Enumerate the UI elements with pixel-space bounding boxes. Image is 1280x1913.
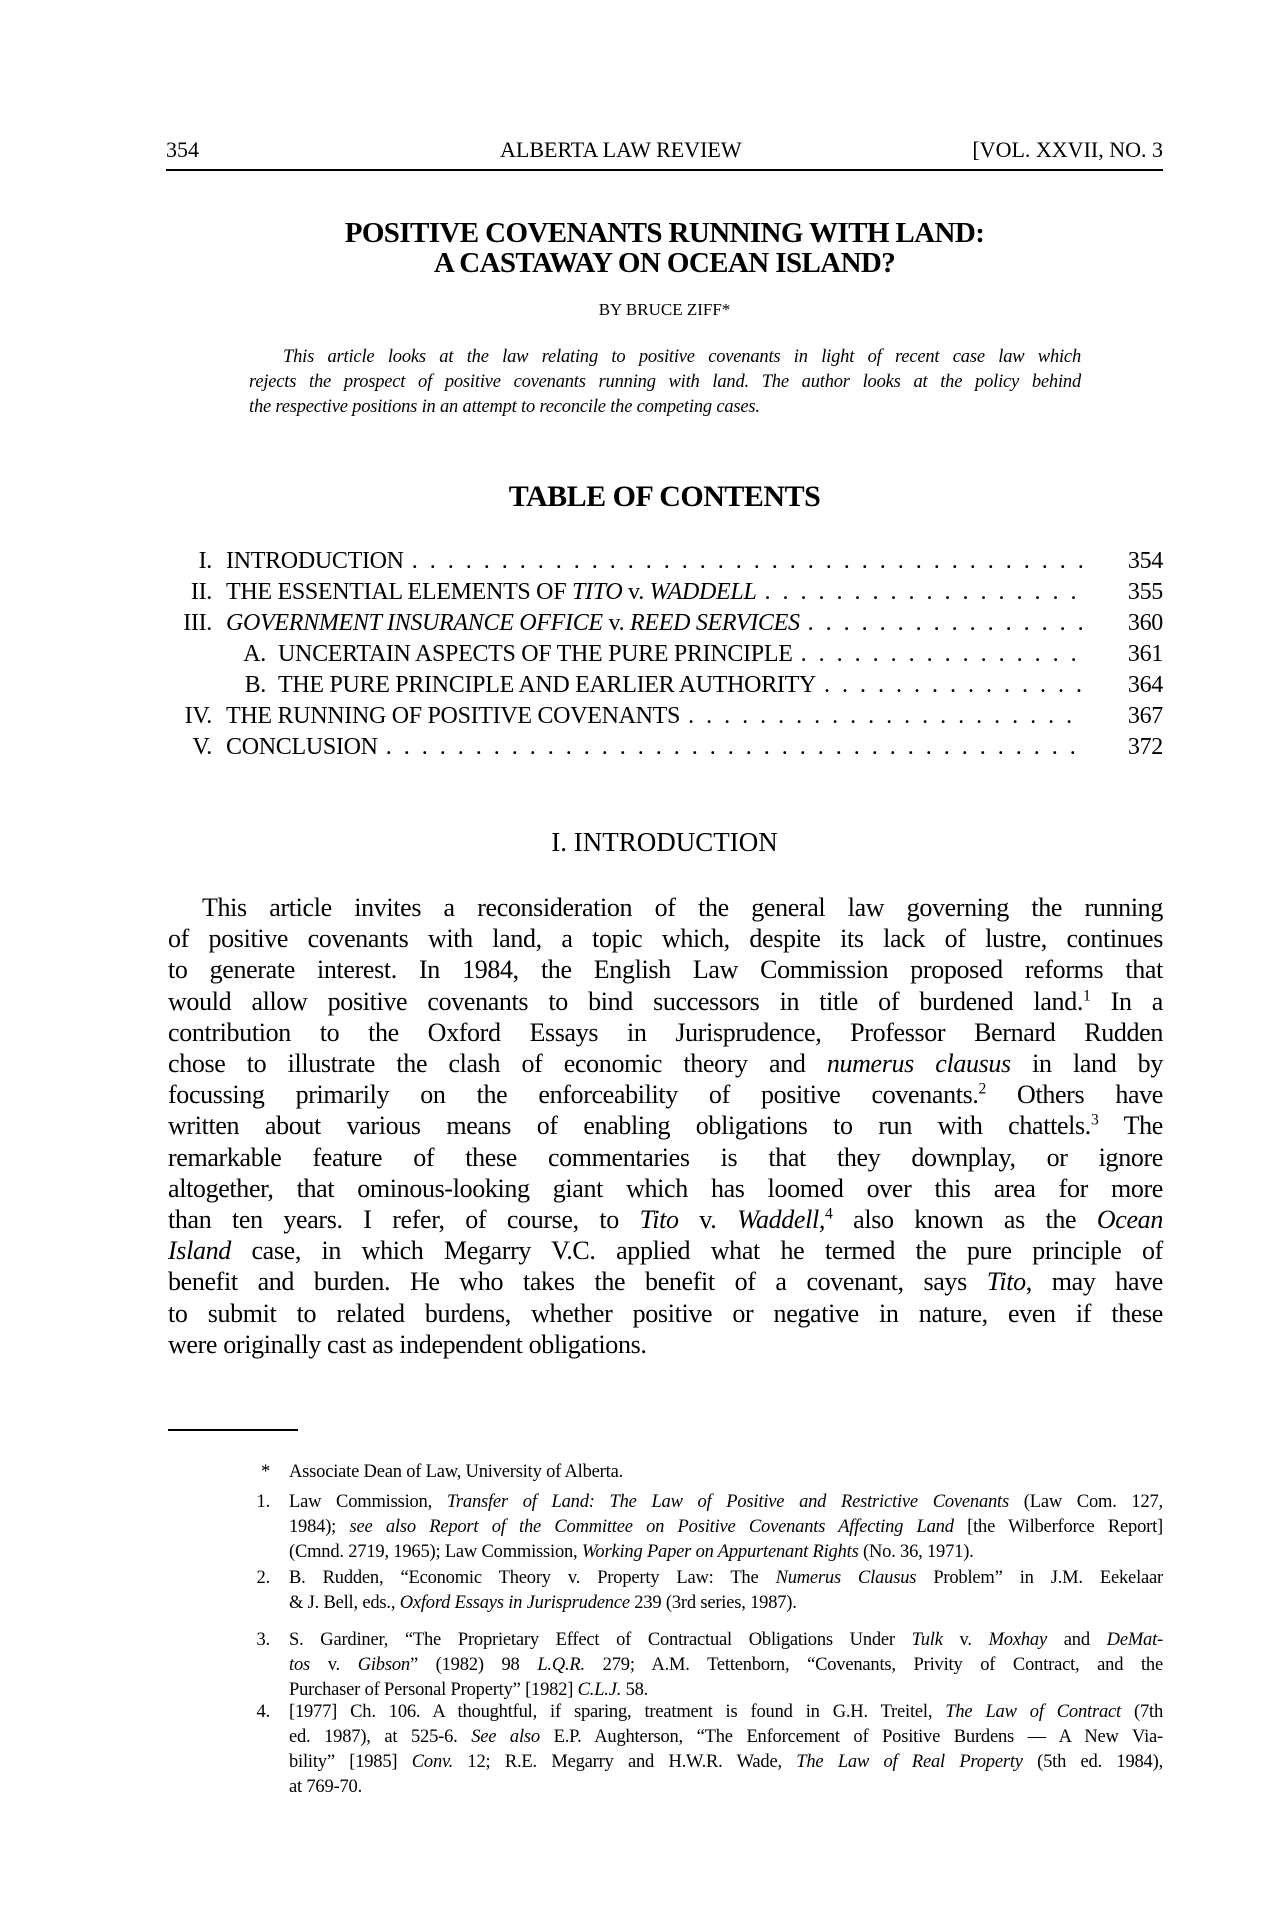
text-run: 12; R.E. Megarry and H.W.R. Wade, xyxy=(453,1751,797,1772)
toc-number: I. xyxy=(198,548,212,574)
body-line xyxy=(168,954,1163,985)
italic-text: DeMat- xyxy=(1106,1629,1163,1650)
text-run: THE PURE PRINCIPLE AND EARLIER AUTHORITY xyxy=(278,672,816,698)
dot-leader xyxy=(688,701,1083,732)
footnote-number: 2. xyxy=(256,1567,270,1588)
body-line xyxy=(168,1235,1163,1266)
text-run: (Cmnd. 2719, 1965); Law Commission, xyxy=(289,1541,582,1562)
toc-number: V. xyxy=(192,734,212,760)
text-run: (7th xyxy=(1120,1701,1163,1722)
text-run: focussing primarily on the enforceability of positive covenants. xyxy=(168,1080,979,1110)
header-rule xyxy=(166,169,1163,171)
footnote-number: 1. xyxy=(256,1491,270,1512)
footnote-line xyxy=(289,1460,1163,1485)
author-byline: BY BRUCE ZIFF* xyxy=(598,300,731,319)
text-run: remarkable feature of these commentaries is that they downplay, or ignore xyxy=(168,1142,1163,1172)
italic-text: WADDELL xyxy=(649,579,757,605)
table-of-contents xyxy=(166,546,1163,763)
text-run: This article invites a reconsideration of the general law governing the running xyxy=(202,893,1163,922)
text-run: B. Rudden, “Economic Theory v. Property Law: The xyxy=(289,1567,776,1588)
italic-text: Tito xyxy=(986,1267,1026,1297)
text-run: than ten years. I refer, of course, to xyxy=(168,1205,640,1235)
toc-entry[interactable] xyxy=(166,701,1163,732)
toc-entry[interactable] xyxy=(166,732,1163,763)
toc-entry[interactable] xyxy=(166,608,1163,639)
body-paragraph xyxy=(168,892,1163,1360)
footnote-number: 3. xyxy=(256,1629,270,1650)
text-run: 239 (3rd series, 1987). xyxy=(629,1592,797,1613)
text-run: v. xyxy=(942,1629,989,1650)
body-line xyxy=(168,923,1163,954)
text-run: contribution to the Oxford Essays in Jurisprudence, Professor Bernard Rudden xyxy=(168,1017,1163,1047)
text-run: Associate Dean of Law, University of Alberta. xyxy=(289,1461,623,1482)
toc-page-number: 372 xyxy=(1127,734,1163,760)
italic-text: see also Report of the Committee on Positive Covenants Affecting Land xyxy=(349,1516,954,1537)
footnote-ref[interactable]: 4 xyxy=(825,1205,833,1223)
italic-text: numerus clausus xyxy=(826,1049,1011,1079)
section-heading: I. INTRODUCTION xyxy=(551,827,778,857)
body-line xyxy=(168,1142,1163,1173)
text-run: 58. xyxy=(621,1679,649,1700)
text-run: Others have xyxy=(985,1080,1163,1110)
toc-page-number: 354 xyxy=(1127,548,1163,574)
text-run: case, in which Megarry V.C. applied what he termed the pure principle of xyxy=(230,1236,1163,1266)
text-run: were originally cast as independent obligations. xyxy=(168,1329,647,1359)
footnote-text xyxy=(289,1566,1163,1616)
text-run: of positive covenants with land, a topic which, despite its lack of lustre, continues xyxy=(168,924,1163,954)
running-header xyxy=(166,137,1163,163)
footnote-text xyxy=(289,1490,1163,1565)
dot-leader xyxy=(765,577,1083,608)
italic-text: Waddell, xyxy=(737,1205,826,1235)
text-run: ” (1982) 98 xyxy=(409,1654,538,1675)
footnote-line xyxy=(289,1540,1163,1565)
footnote-number: * xyxy=(260,1461,270,1482)
dot-leader xyxy=(801,639,1083,670)
text-run: E.P. Aughterson, “The Enforcement of Positive Burdens — A New Via- xyxy=(539,1726,1163,1747)
toc-entry[interactable] xyxy=(166,670,1163,701)
toc-label xyxy=(226,732,378,763)
footnote-line xyxy=(289,1490,1163,1515)
text-run: [1977] Ch. 106. A thoughtful, if sparing, treatment is found in G.H. Treitel, xyxy=(289,1701,946,1722)
body-line xyxy=(168,1079,1163,1110)
text-run: chose to illustrate the clash of economic theory and xyxy=(168,1049,827,1079)
body-line xyxy=(168,1204,1163,1235)
italic-text: Working Paper on Appurtenant Rights xyxy=(581,1541,859,1562)
toc-entry[interactable] xyxy=(166,639,1163,670)
body-line xyxy=(168,1266,1163,1297)
toc-number: III. xyxy=(183,610,212,636)
italic-text: Numerus Clausus xyxy=(775,1567,917,1588)
italic-text: REED SERVICES xyxy=(630,610,800,636)
italic-text: GOVERNMENT INSURANCE OFFICE xyxy=(226,610,603,636)
toc-entry[interactable] xyxy=(166,577,1163,608)
toc-number: IV. xyxy=(184,703,212,729)
text-run: to submit to related burdens, whether positive or negative in nature, even if these xyxy=(168,1298,1163,1328)
toc-page-number: 364 xyxy=(1127,672,1163,698)
text-run: to generate interest. In 1984, the English Law Commission proposed reforms that xyxy=(168,955,1163,985)
abstract xyxy=(249,345,1081,420)
text-run: CONCLUSION xyxy=(226,734,378,760)
italic-text: Tito xyxy=(639,1205,679,1235)
text-run: Problem” in J.M. Eekelaar xyxy=(916,1567,1163,1588)
italic-text: Conv. xyxy=(411,1751,454,1772)
italic-text: The Law of Real Property xyxy=(796,1751,1023,1772)
body-line xyxy=(168,1173,1163,1204)
body-line xyxy=(168,1329,1163,1360)
toc-number: A. xyxy=(243,641,266,667)
footnote-rule xyxy=(168,1429,298,1431)
body-line xyxy=(168,1048,1163,1079)
text-run: , may have xyxy=(1025,1267,1163,1297)
text-run: bility” [1985] xyxy=(289,1751,412,1772)
text-run: S. Gardiner, “The Proprietary Effect of Contractual Obligations Under xyxy=(289,1629,912,1650)
footnote-line xyxy=(289,1750,1163,1775)
text-run: UNCERTAIN ASPECTS OF THE PURE PRINCIPLE xyxy=(278,641,793,667)
body-line xyxy=(168,1110,1163,1141)
body-line xyxy=(168,986,1163,1017)
dot-leader xyxy=(824,670,1083,701)
toc-label xyxy=(226,546,404,577)
abstract-line: rejects the prospect of positive covenants running with land. The author looks at the policy behind xyxy=(249,372,1081,392)
page-number: 354 xyxy=(166,137,199,162)
toc-heading: TABLE OF CONTENTS xyxy=(508,480,821,513)
text-run: at 769-70. xyxy=(289,1776,363,1797)
journal-name: ALBERTA LAW REVIEW xyxy=(500,137,742,162)
footnote-number: 4. xyxy=(256,1701,270,1722)
footnote-line xyxy=(289,1725,1163,1750)
text-run: THE RUNNING OF POSITIVE COVENANTS xyxy=(226,703,681,729)
footnote-ref[interactable]: 3 xyxy=(1090,1111,1099,1129)
toc-entry[interactable] xyxy=(166,546,1163,577)
italic-text: Island xyxy=(168,1236,231,1266)
footnote-line xyxy=(289,1700,1163,1725)
italic-text: Tulk xyxy=(911,1629,943,1650)
text-run: (No. 36, 1971). xyxy=(858,1541,974,1562)
text-run: altogether, that ominous-looking giant which has loomed over this area for more xyxy=(168,1173,1163,1203)
text-run: INTRODUCTION xyxy=(226,548,404,574)
dot-leader xyxy=(412,546,1083,577)
body-line xyxy=(168,892,1163,923)
toc-page-number: 361 xyxy=(1127,641,1163,667)
text-run: ed. 1987), at 525-6. xyxy=(289,1726,472,1747)
text-run: THE ESSENTIAL ELEMENTS OF xyxy=(226,579,572,605)
footnote-text xyxy=(289,1460,1163,1485)
title-line-2: A CASTAWAY ON OCEAN ISLAND? xyxy=(433,247,896,279)
abstract-line: the respective positions in an attempt to reconcile the competing cases. xyxy=(249,397,760,417)
dot-leader xyxy=(386,732,1083,763)
text-run: (Law Com. 127, xyxy=(1009,1491,1163,1512)
text-run: 1984); xyxy=(289,1516,350,1537)
text-run: in land by xyxy=(1010,1049,1163,1079)
text-run: v. xyxy=(310,1654,358,1675)
toc-page-number: 360 xyxy=(1127,610,1163,636)
text-run: In a xyxy=(1090,986,1163,1016)
toc-label xyxy=(278,639,793,670)
footnote-text xyxy=(289,1628,1163,1703)
text-run: Law Commission, xyxy=(289,1491,447,1512)
italic-text: Transfer of Land: The Law of Positive and Restrictive Covenants xyxy=(446,1491,1009,1512)
body-line xyxy=(168,1017,1163,1048)
toc-number: II. xyxy=(190,579,212,605)
text-run: The xyxy=(1098,1111,1163,1141)
toc-label xyxy=(226,701,680,732)
text-run: Purchaser of Personal Property” [1982] xyxy=(289,1679,578,1700)
toc-label xyxy=(226,577,757,608)
footnote-ref[interactable]: 1 xyxy=(1083,986,1091,1004)
footnote-line xyxy=(289,1515,1163,1540)
volume-issue: [VOL. XXVII, NO. 3 xyxy=(972,137,1163,162)
italic-text: tos xyxy=(289,1654,310,1675)
italic-text: Ocean xyxy=(1096,1205,1163,1235)
footnote-line xyxy=(289,1591,1163,1616)
toc-page-number: 355 xyxy=(1127,579,1163,605)
text-run: would allow positive covenants to bind successors in title of burdened land. xyxy=(168,986,1083,1016)
toc-label xyxy=(278,670,816,701)
text-run: v. xyxy=(678,1205,738,1235)
italic-text: Gibson xyxy=(357,1654,410,1675)
footnote-ref[interactable]: 2 xyxy=(978,1080,986,1098)
text-run: [the Wilberforce Report] xyxy=(953,1516,1163,1537)
text-run: (5th ed. 1984), xyxy=(1022,1751,1163,1772)
italic-text: C.L.J. xyxy=(577,1679,622,1700)
italic-text: Oxford Essays in Jurisprudence xyxy=(399,1592,630,1613)
toc-label xyxy=(226,608,800,639)
text-run: & J. Bell, eds., xyxy=(289,1592,400,1613)
text-run: 279; A.M. Tettenborn, “Covenants, Privity of Contract, and the xyxy=(584,1654,1163,1675)
text-run: also known as the xyxy=(832,1205,1097,1235)
italic-text: The Law of Contract xyxy=(945,1701,1121,1722)
footnote-line xyxy=(289,1653,1163,1678)
footnote-line xyxy=(289,1628,1163,1653)
dot-leader xyxy=(808,608,1083,639)
footnote-line xyxy=(289,1566,1163,1591)
text-run: written about various means of enabling obligations to run with chattels. xyxy=(168,1111,1091,1141)
footnote-text xyxy=(289,1700,1163,1800)
italic-text: Moxhay xyxy=(988,1629,1047,1650)
italic-text: See also xyxy=(471,1726,540,1747)
body-line xyxy=(168,1298,1163,1329)
italic-text: L.Q.R. xyxy=(537,1654,585,1675)
toc-page-number: 367 xyxy=(1127,703,1163,729)
toc-number: B. xyxy=(244,672,266,698)
text-run: v. xyxy=(602,610,631,636)
article-title xyxy=(166,218,1163,278)
abstract-line: This article looks at the law relating to positive covenants in light of recent case law which xyxy=(283,347,1081,367)
text-run: and xyxy=(1046,1629,1107,1650)
italic-text: TITO xyxy=(571,579,623,605)
text-run: benefit and burden. He who takes the benefit of a covenant, says xyxy=(168,1267,987,1297)
text-run: v. xyxy=(622,579,650,605)
title-line-1: POSITIVE COVENANTS RUNNING WITH LAND: xyxy=(344,217,985,249)
footnote-line xyxy=(289,1775,1163,1800)
